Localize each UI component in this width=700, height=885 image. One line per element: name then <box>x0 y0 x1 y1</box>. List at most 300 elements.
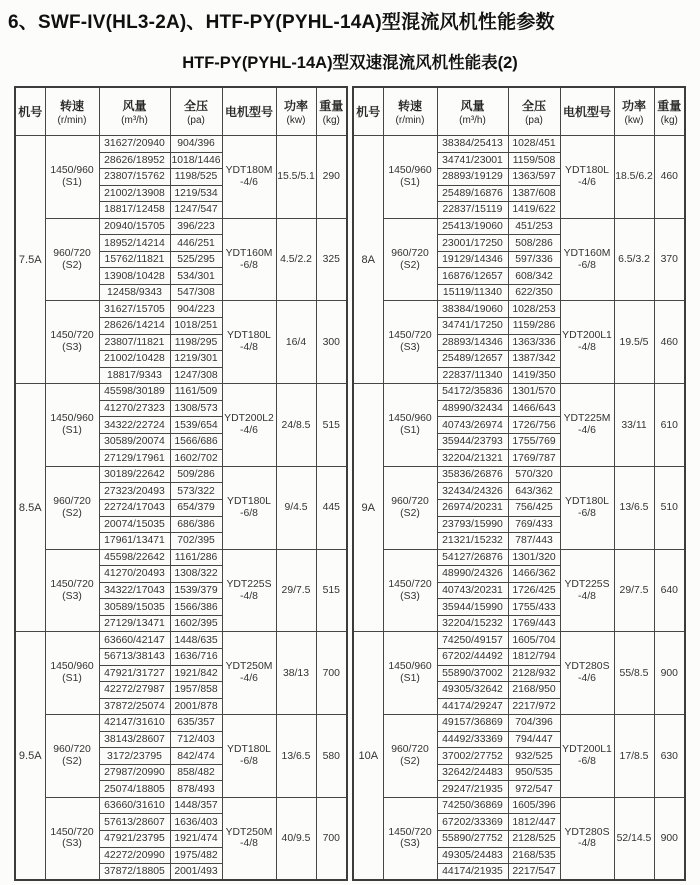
airflow-cell: 20074/15035 <box>99 516 170 533</box>
speed-cell <box>45 632 99 715</box>
col-header-motor: 电机型号 <box>560 87 614 136</box>
speed-value: 960/720 <box>53 247 91 259</box>
airflow-cell: 25074/18805 <box>99 781 170 798</box>
col-header-weight: 重量 (kg) <box>654 87 685 136</box>
motor-model-name: YDT280S <box>564 661 610 673</box>
speed-mode: (S3) <box>400 342 420 354</box>
speed-mode: (S2) <box>400 507 420 519</box>
table-subtitle: HTF-PY(PYHL-14A)型双速混流风机性能表(2) <box>182 54 518 72</box>
speed-cell <box>383 715 437 798</box>
airflow-cell: 3172/23795 <box>99 748 170 765</box>
power-cell: 38/13 <box>276 632 316 715</box>
pressure-cell: 1018/1446 <box>170 152 222 169</box>
motor-model-name: YDT225S <box>564 578 610 590</box>
motor-model-cell <box>222 797 276 880</box>
airflow-cell: 30189/22642 <box>99 466 170 483</box>
table-row <box>15 136 347 153</box>
pressure-cell: 1602/702 <box>170 450 222 467</box>
power-cell: 13/6.5 <box>276 715 316 798</box>
power-cell: 52/14.5 <box>614 797 654 880</box>
speed-cell <box>383 218 437 301</box>
airflow-cell: 34741/23001 <box>437 152 508 169</box>
motor-model-cell <box>222 549 276 632</box>
pressure-cell: 2217/972 <box>508 698 560 715</box>
power-cell: 15.5/5.1 <box>276 136 316 219</box>
motor-model-cell <box>222 136 276 219</box>
speed-cell <box>383 466 437 549</box>
motor-model-name: YDT160M <box>563 247 611 259</box>
weight-cell: 900 <box>654 797 685 880</box>
airflow-cell: 67202/33369 <box>437 814 508 831</box>
speed-value: 1450/720 <box>388 330 432 342</box>
pressure-cell: 756/425 <box>508 500 560 517</box>
airflow-cell: 74250/49157 <box>437 632 508 649</box>
pressure-cell: 787/443 <box>508 533 560 550</box>
airflow-cell: 22837/11340 <box>437 367 508 384</box>
airflow-cell: 21002/10428 <box>99 351 170 368</box>
airflow-cell: 32204/15232 <box>437 615 508 632</box>
speed-cell <box>383 301 437 384</box>
speed-value: 1450/720 <box>388 578 432 590</box>
motor-model-name: YDT160M <box>225 247 273 259</box>
pressure-cell: 1726/425 <box>508 582 560 599</box>
speed-mode: (S2) <box>62 259 82 271</box>
pressure-cell: 1812/794 <box>508 648 560 665</box>
machine-number-cell: 10A <box>353 632 383 880</box>
pressure-cell: 1159/508 <box>508 152 560 169</box>
weight-cell: 300 <box>316 301 347 384</box>
pressure-cell: 643/362 <box>508 483 560 500</box>
motor-model-cell <box>560 218 614 301</box>
speed-mode: (S3) <box>400 838 420 850</box>
airflow-cell: 28626/14214 <box>99 318 170 335</box>
airflow-cell: 45598/22642 <box>99 549 170 566</box>
col-header-airflow: 风量 (m³/h) <box>99 87 170 136</box>
airflow-cell: 16876/12657 <box>437 268 508 285</box>
airflow-cell: 18817/12458 <box>99 202 170 219</box>
power-cell: 18.5/6.2 <box>614 136 654 219</box>
motor-model-cell <box>222 301 276 384</box>
pressure-cell: 1363/597 <box>508 169 560 186</box>
pressure-cell: 1448/357 <box>170 797 222 814</box>
pressure-cell: 842/474 <box>170 748 222 765</box>
power-cell: 17/8.5 <box>614 715 654 798</box>
speed-cell <box>45 797 99 880</box>
pressure-cell: 1161/509 <box>170 384 222 401</box>
pressure-cell: 1769/787 <box>508 450 560 467</box>
airflow-cell: 32434/24326 <box>437 483 508 500</box>
table-row <box>353 218 685 235</box>
airflow-cell: 32204/21321 <box>437 450 508 467</box>
speed-value: 960/720 <box>391 247 429 259</box>
page-title: 6、SWF-IV(HL3-2A)、HTF-PY(PYHL-14A)型混流风机性能参数 <box>8 12 555 33</box>
pressure-cell: 1755/769 <box>508 433 560 450</box>
table-body-left <box>15 136 347 881</box>
speed-mode: (S1) <box>400 176 420 188</box>
airflow-cell: 38143/28607 <box>99 731 170 748</box>
airflow-cell: 47921/31727 <box>99 665 170 682</box>
airflow-cell: 34741/17250 <box>437 318 508 335</box>
motor-model-poles: -4/8 <box>578 838 596 850</box>
airflow-cell: 28626/18952 <box>99 152 170 169</box>
power-cell: 40/9.5 <box>276 797 316 880</box>
speed-mode: (S3) <box>62 342 82 354</box>
airflow-cell: 54172/35836 <box>437 384 508 401</box>
airflow-cell: 22724/17043 <box>99 500 170 517</box>
pressure-cell: 2217/547 <box>508 864 560 881</box>
motor-model-cell <box>560 632 614 715</box>
power-cell: 16/4 <box>276 301 316 384</box>
pressure-cell: 2168/950 <box>508 682 560 699</box>
airflow-cell: 27129/17961 <box>99 450 170 467</box>
speed-cell <box>45 715 99 798</box>
pressure-cell: 1539/379 <box>170 582 222 599</box>
motor-model-name: YDT200L2 <box>224 413 274 425</box>
speed-value: 1450/960 <box>50 661 94 673</box>
airflow-cell: 35944/23793 <box>437 433 508 450</box>
pressure-cell: 904/396 <box>170 136 222 153</box>
motor-model-name: YDT250M <box>225 661 273 673</box>
power-cell: 29/7.5 <box>276 549 316 632</box>
motor-model-poles: -4/6 <box>578 425 596 437</box>
airflow-cell: 63660/31610 <box>99 797 170 814</box>
motor-model-cell <box>560 715 614 798</box>
weight-cell: 580 <box>316 715 347 798</box>
table-row <box>15 715 347 732</box>
pressure-cell: 1161/286 <box>170 549 222 566</box>
airflow-cell: 15119/11340 <box>437 284 508 301</box>
power-cell: 33/11 <box>614 384 654 467</box>
pressure-cell: 1921/474 <box>170 830 222 847</box>
speed-mode: (S2) <box>400 259 420 271</box>
airflow-cell: 37872/18805 <box>99 864 170 881</box>
performance-table-left <box>14 86 348 881</box>
motor-model-poles: -6/8 <box>578 259 596 271</box>
motor-model-cell <box>560 136 614 219</box>
table-row <box>15 632 347 649</box>
motor-model-name: YDT225M <box>563 413 611 425</box>
pressure-cell: 972/547 <box>508 781 560 798</box>
power-cell: 13/6.5 <box>614 466 654 549</box>
motor-model-poles: -4/6 <box>240 176 258 188</box>
speed-value: 1450/720 <box>50 826 94 838</box>
speed-value: 1450/720 <box>50 578 94 590</box>
airflow-cell: 55890/37002 <box>437 665 508 682</box>
motor-model-poles: -6/8 <box>578 507 596 519</box>
airflow-cell: 48990/32434 <box>437 400 508 417</box>
pressure-cell: 712/403 <box>170 731 222 748</box>
motor-model-name: YDT200L1 <box>562 744 612 756</box>
pressure-cell: 1812/447 <box>508 814 560 831</box>
speed-cell <box>45 301 99 384</box>
airflow-cell: 63660/42147 <box>99 632 170 649</box>
pressure-cell: 1198/295 <box>170 334 222 351</box>
airflow-cell: 49157/36869 <box>437 715 508 732</box>
pressure-cell: 1301/570 <box>508 384 560 401</box>
pressure-cell: 950/535 <box>508 764 560 781</box>
airflow-cell: 30589/20074 <box>99 433 170 450</box>
speed-value: 960/720 <box>391 744 429 756</box>
airflow-cell: 38384/19060 <box>437 301 508 318</box>
motor-model-cell <box>222 466 276 549</box>
motor-model-name: YDT280S <box>564 826 610 838</box>
pressure-cell: 1247/547 <box>170 202 222 219</box>
airflow-cell: 37872/25074 <box>99 698 170 715</box>
airflow-cell: 21321/15232 <box>437 533 508 550</box>
col-header-motor: 电机型号 <box>222 87 276 136</box>
airflow-cell: 21002/13908 <box>99 185 170 202</box>
airflow-cell: 41270/20493 <box>99 566 170 583</box>
col-header-power: 功率 (kw) <box>276 87 316 136</box>
weight-cell: 460 <box>654 301 685 384</box>
pressure-cell: 1755/433 <box>508 599 560 616</box>
speed-mode: (S2) <box>400 756 420 767</box>
airflow-cell: 74250/36869 <box>437 797 508 814</box>
pressure-cell: 702/395 <box>170 533 222 550</box>
pressure-cell: 858/482 <box>170 764 222 781</box>
pressure-cell: 451/253 <box>508 218 560 235</box>
motor-model-poles: -4/6 <box>240 425 258 437</box>
speed-mode: (S3) <box>400 590 420 602</box>
weight-cell: 460 <box>654 136 685 219</box>
table-row <box>353 715 685 732</box>
airflow-cell: 35944/15990 <box>437 599 508 616</box>
pressure-cell: 396/223 <box>170 218 222 235</box>
pressure-cell: 1247/308 <box>170 367 222 384</box>
table-row <box>353 384 685 401</box>
airflow-cell: 30589/15035 <box>99 599 170 616</box>
pressure-cell: 1018/251 <box>170 318 222 335</box>
weight-cell: 630 <box>654 715 685 798</box>
weight-cell: 900 <box>654 632 685 715</box>
pressure-cell: 686/386 <box>170 516 222 533</box>
pressure-cell: 1308/322 <box>170 566 222 583</box>
airflow-cell: 49305/32642 <box>437 682 508 699</box>
airflow-cell: 27323/20493 <box>99 483 170 500</box>
table-row <box>353 301 685 318</box>
airflow-cell: 48990/24326 <box>437 566 508 583</box>
pressure-cell: 1726/756 <box>508 417 560 434</box>
airflow-cell: 55890/27752 <box>437 830 508 847</box>
motor-model-cell <box>222 384 276 467</box>
col-header-speed: 转速 (r/min) <box>45 87 99 136</box>
header-row <box>353 87 685 136</box>
airflow-cell: 28893/19129 <box>437 169 508 186</box>
speed-value: 1450/960 <box>388 413 432 425</box>
pressure-cell: 654/379 <box>170 500 222 517</box>
pressure-cell: 1636/403 <box>170 814 222 831</box>
airflow-cell: 18817/9343 <box>99 367 170 384</box>
weight-cell: 515 <box>316 549 347 632</box>
power-cell: 55/8.5 <box>614 632 654 715</box>
weight-cell: 700 <box>316 632 347 715</box>
col-header-power: 功率 (kw) <box>614 87 654 136</box>
pressure-cell: 570/320 <box>508 466 560 483</box>
pressure-cell: 1957/858 <box>170 682 222 699</box>
pressure-cell: 704/396 <box>508 715 560 732</box>
pressure-cell: 1028/253 <box>508 301 560 318</box>
airflow-cell: 42272/20990 <box>99 847 170 864</box>
speed-mode: (S1) <box>62 673 82 685</box>
airflow-cell: 23793/15990 <box>437 516 508 533</box>
pressure-cell: 608/342 <box>508 268 560 285</box>
speed-mode: (S1) <box>62 176 82 188</box>
airflow-cell: 32642/24483 <box>437 764 508 781</box>
pressure-cell: 1159/286 <box>508 318 560 335</box>
motor-model-cell <box>560 466 614 549</box>
motor-model-cell <box>222 218 276 301</box>
table-row <box>15 549 347 566</box>
airflow-cell: 26974/20231 <box>437 500 508 517</box>
motor-model-poles: -6/8 <box>578 756 596 767</box>
motor-model-name: YDT180L <box>227 330 271 342</box>
speed-cell <box>45 136 99 219</box>
pressure-cell: 1387/608 <box>508 185 560 202</box>
speed-mode: (S2) <box>62 507 82 519</box>
col-header-airflow: 风量 (m³/h) <box>437 87 508 136</box>
airflow-cell: 17961/13471 <box>99 533 170 550</box>
pressure-cell: 1466/643 <box>508 400 560 417</box>
motor-model-poles: -6/8 <box>240 259 258 271</box>
airflow-cell: 13908/10428 <box>99 268 170 285</box>
table-row <box>353 136 685 153</box>
power-cell: 24/8.5 <box>276 384 316 467</box>
airflow-cell: 49305/24483 <box>437 847 508 864</box>
pressure-cell: 2001/493 <box>170 864 222 881</box>
speed-value: 960/720 <box>53 495 91 507</box>
motor-model-cell <box>560 301 614 384</box>
motor-model-cell <box>222 632 276 715</box>
speed-cell <box>45 549 99 632</box>
pressure-cell: 1219/301 <box>170 351 222 368</box>
airflow-cell: 45598/30189 <box>99 384 170 401</box>
pressure-cell: 769/433 <box>508 516 560 533</box>
weight-cell: 290 <box>316 136 347 219</box>
pressure-cell: 1605/396 <box>508 797 560 814</box>
motor-model-name: YDT180L <box>565 495 609 507</box>
motor-model-poles: -4/8 <box>578 342 596 354</box>
pressure-cell: 1921/842 <box>170 665 222 682</box>
pressure-cell: 1605/704 <box>508 632 560 649</box>
pressure-cell: 446/251 <box>170 235 222 252</box>
tables-container <box>0 86 700 881</box>
pressure-cell: 1028/451 <box>508 136 560 153</box>
speed-mode: (S1) <box>400 673 420 685</box>
table-row <box>353 797 685 814</box>
motor-model-name: YDT225S <box>226 578 272 590</box>
airflow-cell: 40743/20231 <box>437 582 508 599</box>
airflow-cell: 40743/26974 <box>437 417 508 434</box>
pressure-cell: 1566/386 <box>170 599 222 616</box>
speed-value: 1450/960 <box>50 413 94 425</box>
speed-cell <box>383 797 437 880</box>
pressure-cell: 573/322 <box>170 483 222 500</box>
pressure-cell: 1419/622 <box>508 202 560 219</box>
airflow-cell: 56713/38143 <box>99 648 170 665</box>
motor-model-cell <box>560 549 614 632</box>
airflow-cell: 42147/31610 <box>99 715 170 732</box>
table-row <box>15 218 347 235</box>
power-cell: 4.5/2.2 <box>276 218 316 301</box>
table-row <box>15 301 347 318</box>
pressure-cell: 1602/395 <box>170 615 222 632</box>
pressure-cell: 1566/686 <box>170 433 222 450</box>
weight-cell: 445 <box>316 466 347 549</box>
airflow-cell: 31627/15705 <box>99 301 170 318</box>
pressure-cell: 794/447 <box>508 731 560 748</box>
pressure-cell: 547/308 <box>170 284 222 301</box>
power-cell: 9/4.5 <box>276 466 316 549</box>
motor-model-poles: -4/8 <box>240 590 258 602</box>
weight-cell: 515 <box>316 384 347 467</box>
airflow-cell: 44174/29247 <box>437 698 508 715</box>
speed-value: 960/720 <box>53 744 91 756</box>
airflow-cell: 34322/22724 <box>99 417 170 434</box>
pressure-cell: 508/286 <box>508 235 560 252</box>
pressure-cell: 622/350 <box>508 284 560 301</box>
machine-number-cell: 9.5A <box>15 632 45 880</box>
speed-cell <box>383 384 437 467</box>
pressure-cell: 1448/635 <box>170 632 222 649</box>
airflow-cell: 15762/11821 <box>99 251 170 268</box>
airflow-cell: 44492/33369 <box>437 731 508 748</box>
motor-model-name: YDT180M <box>225 164 273 176</box>
pressure-cell: 904/223 <box>170 301 222 318</box>
airflow-cell: 67202/44492 <box>437 648 508 665</box>
speed-mode: (S1) <box>400 425 420 437</box>
airflow-cell: 57613/28607 <box>99 814 170 831</box>
airflow-cell: 44174/21935 <box>437 864 508 881</box>
weight-cell: 610 <box>654 384 685 467</box>
airflow-cell: 23001/17250 <box>437 235 508 252</box>
motor-model-poles: -4/6 <box>578 673 596 685</box>
airflow-cell: 12458/9343 <box>99 284 170 301</box>
weight-cell: 510 <box>654 466 685 549</box>
airflow-cell: 29247/21935 <box>437 781 508 798</box>
table-row <box>353 549 685 566</box>
pressure-cell: 509/286 <box>170 466 222 483</box>
speed-value: 1450/960 <box>50 164 94 176</box>
pressure-cell: 878/493 <box>170 781 222 798</box>
pressure-cell: 1636/716 <box>170 648 222 665</box>
machine-number-cell: 8A <box>353 136 383 384</box>
col-header-weight: 重量 (kg) <box>316 87 347 136</box>
pressure-cell: 2128/932 <box>508 665 560 682</box>
speed-value: 1450/960 <box>388 661 432 673</box>
airflow-cell: 54127/26876 <box>437 549 508 566</box>
pressure-cell: 1198/525 <box>170 169 222 186</box>
motor-model-name: YDT250M <box>225 826 273 838</box>
speed-mode: (S3) <box>62 838 82 850</box>
machine-number-cell: 8.5A <box>15 384 45 632</box>
motor-model-poles: -4/6 <box>240 673 258 685</box>
col-header-pressure: 全压 (pa) <box>170 87 222 136</box>
pressure-cell: 2128/525 <box>508 830 560 847</box>
pressure-cell: 1466/362 <box>508 566 560 583</box>
speed-cell <box>383 136 437 219</box>
pressure-cell: 932/525 <box>508 748 560 765</box>
airflow-cell: 35836/26876 <box>437 466 508 483</box>
col-header-machine: 机号 <box>353 87 383 136</box>
airflow-cell: 22837/15119 <box>437 202 508 219</box>
airflow-cell: 31627/20940 <box>99 136 170 153</box>
airflow-cell: 18952/14214 <box>99 235 170 252</box>
motor-model-name: YDT200L1 <box>562 330 612 342</box>
motor-model-poles: -6/8 <box>240 756 258 767</box>
weight-cell: 700 <box>316 797 347 880</box>
weight-cell: 640 <box>654 549 685 632</box>
motor-model-name: YDT180L <box>565 164 609 176</box>
